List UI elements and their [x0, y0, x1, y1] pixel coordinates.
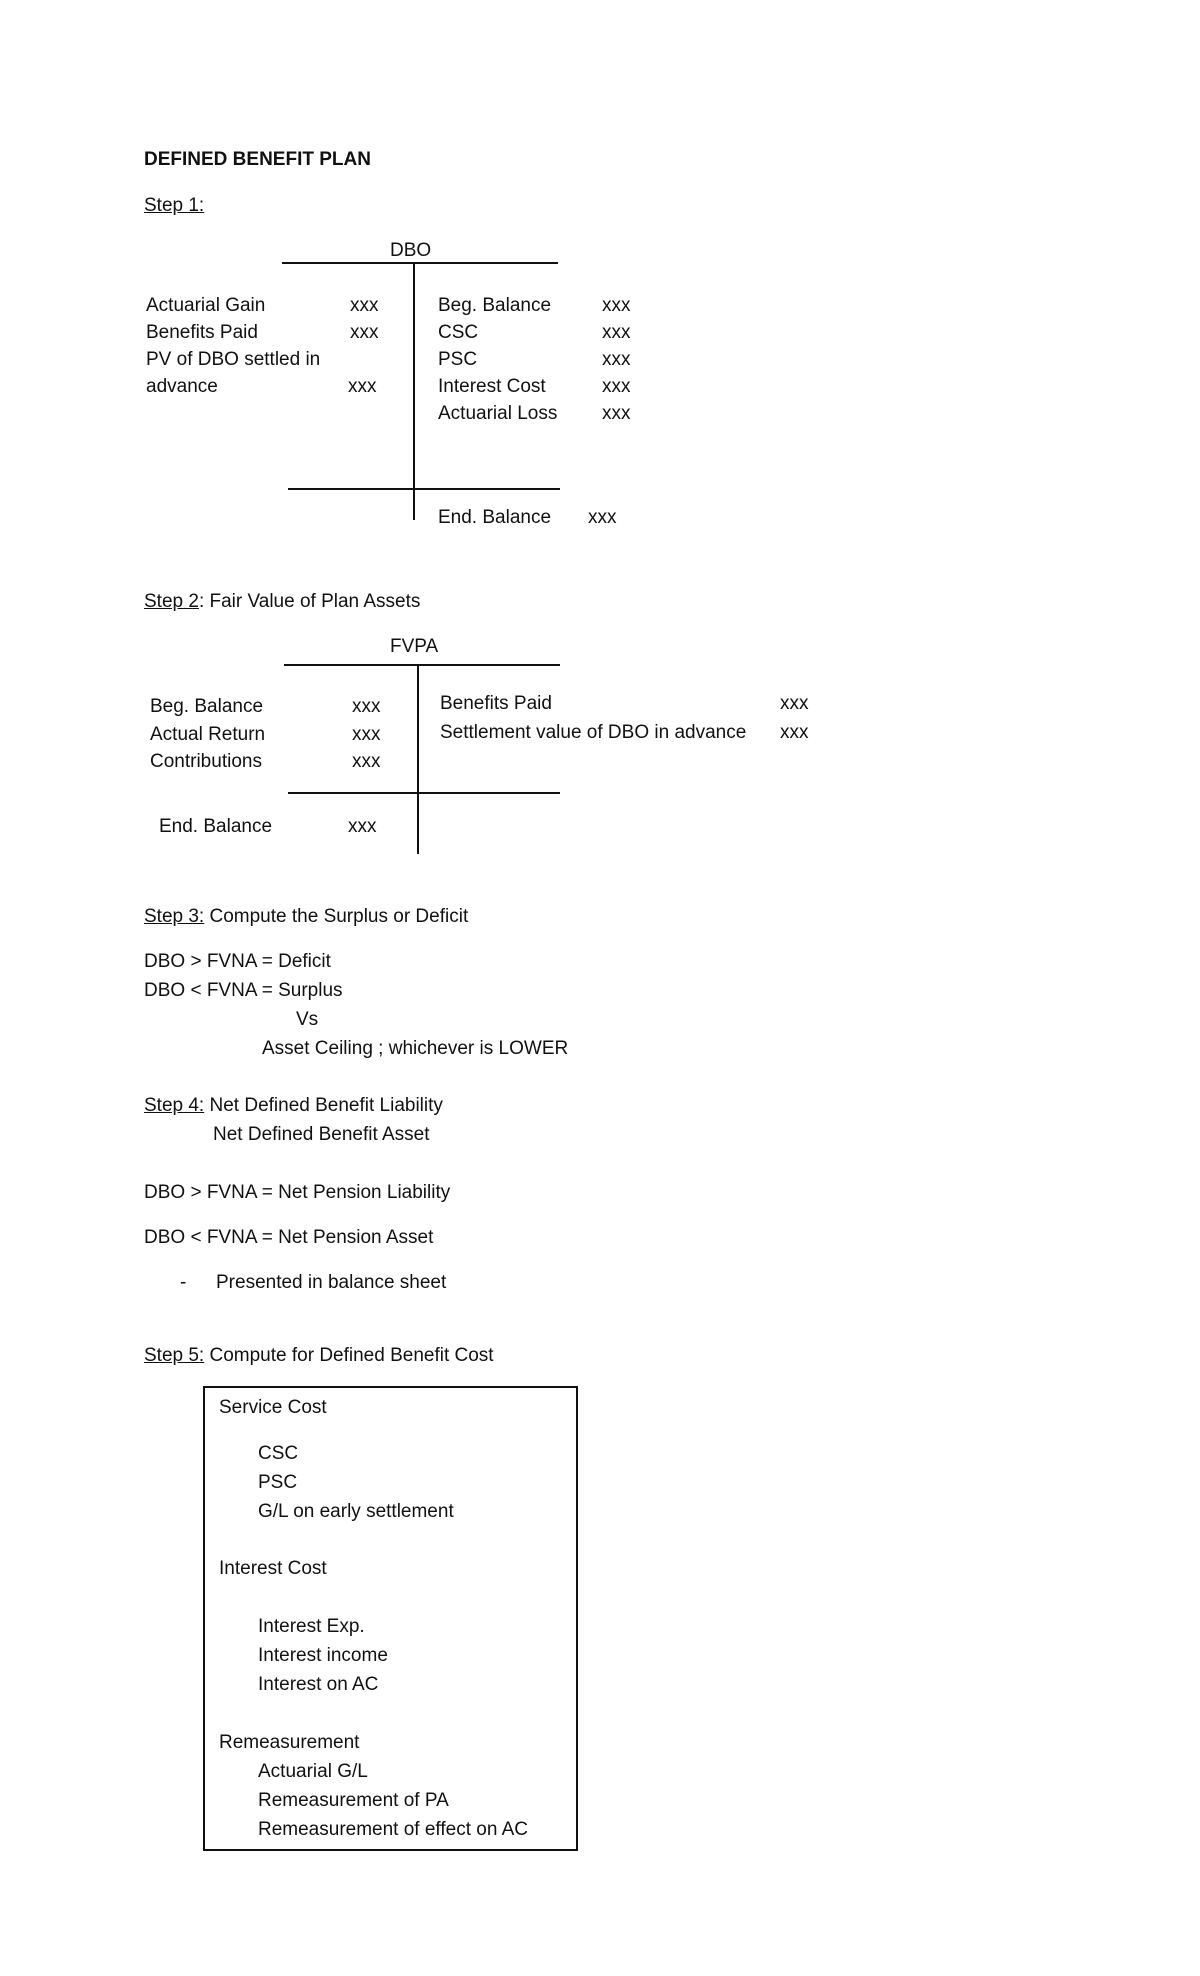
step1-label: Step 1:: [144, 195, 205, 216]
step5-heading: [144, 1346, 494, 1365]
dbo-credit-label: Beg. Balance: [438, 295, 552, 316]
dbo-credit-value: xxx: [602, 349, 631, 370]
fvpa-t-account-vertical-line: [417, 666, 419, 854]
step5-text: Compute for Defined Benefit Cost: [204, 1345, 494, 1366]
dbo-ending-value: xxx: [588, 507, 617, 528]
dbo-credit-label: PSC: [438, 349, 478, 370]
fvpa-credit-label: Settlement value of DBO in advance: [440, 722, 747, 743]
step2-text: : Fair Value of Plan Assets: [198, 591, 421, 612]
step4-bullet: -: [180, 1272, 187, 1293]
step4-heading: [144, 1096, 443, 1115]
service-cost-item: G/L on early settlement: [258, 1501, 454, 1522]
dbo-t-account-vertical-line: [413, 264, 415, 520]
dbo-credit-value: xxx: [602, 322, 631, 343]
fvpa-account-title: FVPA: [390, 636, 439, 657]
step3-line: Vs: [296, 1009, 319, 1030]
fvpa-credit-value: xxx: [780, 693, 809, 714]
step3-line: DBO > FVNA = Deficit: [144, 951, 331, 972]
dbo-credit-value: xxx: [602, 403, 631, 424]
fvpa-t-account-top-line: [284, 664, 560, 666]
dbo-t-account-bottom-line: [288, 488, 560, 490]
step3-heading: [144, 907, 468, 926]
remeasurement-item: Remeasurement of PA: [258, 1790, 449, 1811]
fvpa-debit-value: xxx: [352, 696, 381, 717]
step3-label: Step 3:: [144, 906, 205, 927]
step2-heading: [144, 592, 420, 611]
interest-cost-item: Interest on AC: [258, 1674, 379, 1695]
interest-cost-heading: Interest Cost: [219, 1558, 327, 1579]
dbo-debit-value: xxx: [348, 376, 377, 397]
step3-line: Asset Ceiling ; whichever is LOWER: [262, 1038, 569, 1059]
interest-cost-item: Interest income: [258, 1645, 388, 1666]
dbo-credit-label: Actuarial Loss: [438, 403, 558, 424]
dbo-credit-label: CSC: [438, 322, 479, 343]
dbo-account-title: DBO: [390, 240, 432, 261]
remeasurement-heading: Remeasurement: [219, 1732, 360, 1753]
page-title: DEFINED BENEFIT PLAN: [144, 149, 371, 170]
fvpa-credit-value: xxx: [780, 722, 809, 743]
remeasurement-item: Actuarial G/L: [258, 1761, 368, 1782]
service-cost-item: CSC: [258, 1443, 299, 1464]
fvpa-t-account-bottom-line: [288, 792, 560, 794]
interest-cost-item: Interest Exp.: [258, 1616, 365, 1637]
step4-line: DBO > FVNA = Net Pension Liability: [144, 1182, 451, 1203]
dbo-ending-label: End. Balance: [438, 507, 552, 528]
dbo-t-account-top-line: [282, 262, 558, 264]
step3-line: DBO < FVNA = Surplus: [144, 980, 343, 1001]
service-cost-item: PSC: [258, 1472, 298, 1493]
dbo-debit-label: PV of DBO settled in: [146, 349, 321, 370]
step5-label: Step 5:: [144, 1345, 205, 1366]
fvpa-debit-label: Actual Return: [150, 724, 266, 745]
dbo-credit-label: Interest Cost: [438, 376, 546, 397]
fvpa-debit-label: Contributions: [150, 751, 262, 772]
dbo-debit-label: Benefits Paid: [146, 322, 258, 343]
step3-text: Compute the Surplus or Deficit: [204, 906, 469, 927]
dbo-debit-label: advance: [146, 376, 218, 397]
fvpa-ending-value: xxx: [348, 816, 377, 837]
fvpa-debit-label: Beg. Balance: [150, 696, 264, 717]
dbo-debit-value: xxx: [350, 295, 379, 316]
step4-label: Step 4:: [144, 1095, 205, 1116]
remeasurement-item: Remeasurement of effect on AC: [258, 1819, 529, 1840]
service-cost-heading: Service Cost: [219, 1397, 327, 1418]
fvpa-ending-label: End. Balance: [159, 816, 273, 837]
fvpa-credit-label: Benefits Paid: [440, 693, 552, 714]
dbo-credit-value: xxx: [602, 376, 631, 397]
fvpa-debit-value: xxx: [352, 751, 381, 772]
dbo-debit-label: Actuarial Gain: [146, 295, 266, 316]
step4-bullet-text: Presented in balance sheet: [216, 1272, 447, 1293]
step4-line: DBO < FVNA = Net Pension Asset: [144, 1227, 434, 1248]
step4-text2: Net Defined Benefit Asset: [213, 1124, 430, 1145]
dbo-debit-value: xxx: [350, 322, 379, 343]
fvpa-debit-value: xxx: [352, 724, 381, 745]
step4-text: Net Defined Benefit Liability: [204, 1095, 443, 1116]
step2-label: Step 2: [144, 591, 199, 612]
dbo-credit-value: xxx: [602, 295, 631, 316]
